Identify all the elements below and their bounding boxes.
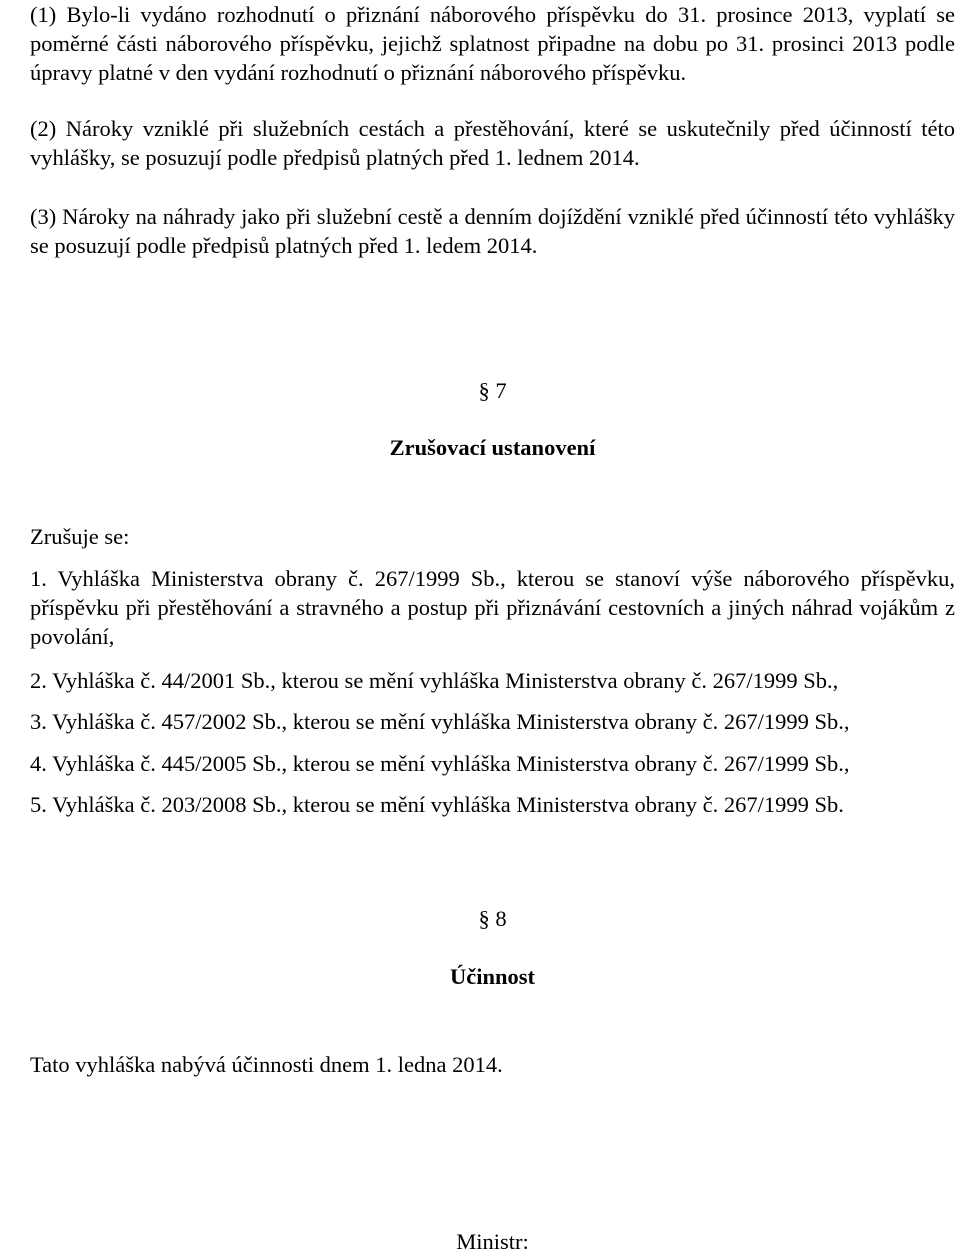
transitional-paragraph-1: (1) Bylo-li vydáno rozhodnutí o přiznání náborového příspěvku do 31. prosince 2013, vyplatí se poměrné části náborového příspěvku, jejichž splatnost připadne na dobu po 31. prosinci 2013 podle úpravy platné v den vydání rozhodnutí o přiznání náborového příspěvku. (30, 2, 955, 85)
repeal-item: 4. Vyhláška č. 445/2005 Sb., kterou se mění vyhláška Ministerstva obrany č. 267/1999 Sb., (30, 751, 850, 776)
section-7-heading: Zrušovací ustanovení (389, 435, 596, 460)
section-7-number: § 7 (478, 378, 507, 403)
section-8-heading: Účinnost (449, 964, 535, 989)
signature-label: Ministr: (456, 1229, 529, 1254)
repeal-item: 2. Vyhláška č. 44/2001 Sb., kterou se mění vyhláška Ministerstva obrany č. 267/1999 Sb., (30, 668, 839, 693)
transitional-paragraph-3: (3) Nároky na náhrady jako při služební cestě a denním dojíždění vzniklé před účinností této vyhlášky se posuzují podle předpisů platných před 1. ledem 2014. (30, 204, 955, 258)
repeal-item: 3. Vyhláška č. 457/2002 Sb., kterou se mění vyhláška Ministerstva obrany č. 267/1999 Sb., (30, 709, 850, 734)
transitional-paragraph-2: (2) Nároky vzniklé při služebních cestách a přestěhování, které se uskutečnily před účinností této vyhlášky, se posuzují podle předpisů platných před 1. lednem 2014. (30, 116, 955, 170)
effect-text: Tato vyhláška nabývá účinnosti dnem 1. ledna 2014. (30, 1052, 503, 1077)
repeal-item: 1. Vyhláška Ministerstva obrany č. 267/1999 Sb., kterou se stanoví výše náborového příspěvku, příspěvku při přestěhování a stravného a postup při přiznávání cestovních a jiných náhrad vojákům z povolání, (30, 566, 955, 649)
section-8-number: § 8 (478, 906, 507, 931)
repeal-intro: Zrušuje se: (30, 524, 130, 549)
repeal-item: 5. Vyhláška č. 203/2008 Sb., kterou se mění vyhláška Ministerstva obrany č. 267/1999 Sb. (30, 792, 844, 817)
